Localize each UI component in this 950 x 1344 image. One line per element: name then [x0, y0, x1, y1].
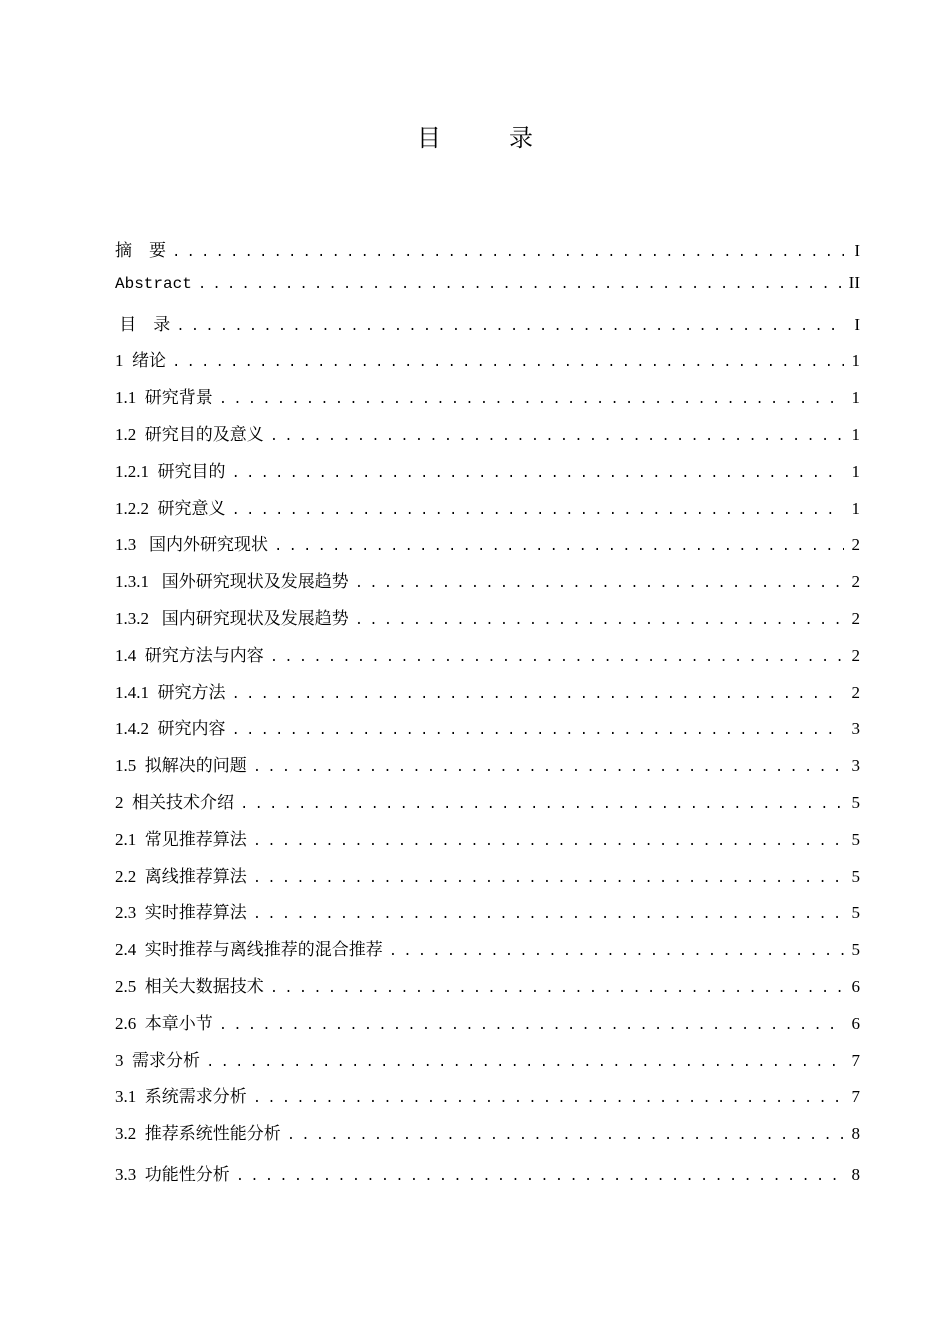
toc-dot-leader — [232, 723, 845, 739]
toc-entry-page-number: 2 — [851, 535, 860, 555]
toc-entry[interactable] — [115, 530, 860, 567]
toc-entry[interactable] — [115, 346, 860, 383]
toc-entry-page-number: 6 — [851, 1013, 860, 1033]
toc-entry-label: 1.3.2 国内研究现状及发展趋势 — [115, 608, 349, 628]
toc-dot-leader — [172, 245, 844, 261]
toc-entry[interactable] — [115, 935, 860, 972]
toc-entry-page-number: 8 — [851, 1164, 860, 1184]
table-of-contents — [115, 236, 860, 1197]
toc-entry[interactable] — [115, 825, 860, 862]
toc-entry-label: 2.5 相关大数据技术 — [115, 976, 264, 996]
toc-entry-page-number: 8 — [851, 1124, 860, 1144]
toc-entry-label: 1.5 拟解决的问题 — [115, 756, 247, 776]
toc-entry-label: 3.2 推荐系统性能分析 — [115, 1124, 281, 1144]
toc-entry[interactable] — [115, 236, 860, 273]
toc-dot-leader — [236, 1169, 844, 1185]
toc-entry-label: 1.2 研究目的及意义 — [115, 424, 264, 444]
toc-entry-page-number: 3 — [851, 719, 860, 739]
toc-dot-leader — [253, 834, 844, 850]
toc-entry[interactable] — [115, 604, 860, 641]
toc-entry-label: 3.3 功能性分析 — [115, 1164, 230, 1184]
toc-entry-label: 3 需求分析 — [115, 1050, 200, 1070]
toc-dot-leader — [253, 871, 844, 887]
toc-entry[interactable] — [115, 862, 860, 899]
toc-entry-label: 1 绪论 — [115, 351, 166, 371]
toc-entry[interactable] — [115, 457, 860, 494]
toc-entry-label: 2.3 实时推荐算法 — [115, 903, 247, 923]
toc-dot-leader — [253, 1091, 844, 1107]
toc-dot-leader — [232, 687, 845, 703]
toc-entry-page-number: 6 — [851, 976, 860, 996]
toc-entry-label: 2.2 离线推荐算法 — [115, 866, 247, 886]
toc-entry[interactable] — [115, 1082, 860, 1119]
toc-dot-leader — [219, 392, 844, 408]
toc-entry-label: 1.1 研究背景 — [115, 388, 213, 408]
toc-entry-label: 2 相关技术介绍 — [115, 792, 234, 812]
toc-entry-page-number: 1 — [851, 424, 860, 444]
toc-entry[interactable] — [115, 641, 860, 678]
toc-entry[interactable] — [115, 751, 860, 788]
toc-entry-page-number: 5 — [851, 792, 860, 812]
toc-entry-label: 1.4.2 研究内容 — [115, 719, 226, 739]
toc-entry-page-number: 1 — [851, 461, 860, 481]
toc-entry-label: 2.6 本章小节 — [115, 1013, 213, 1033]
toc-entry-page-number: 7 — [851, 1050, 860, 1070]
toc-dot-leader — [270, 650, 844, 666]
toc-entry[interactable] — [115, 1160, 860, 1197]
toc-entry-page-number: 7 — [851, 1087, 860, 1107]
toc-entry[interactable] — [115, 420, 860, 457]
toc-dot-leader — [270, 981, 844, 997]
toc-entry-label: 摘 要 — [115, 241, 166, 260]
toc-entry-page-number: 1 — [851, 388, 860, 408]
toc-entry-page-number: 5 — [851, 940, 860, 960]
toc-entry[interactable] — [115, 273, 860, 310]
page-title: 目 录 — [417, 124, 555, 152]
toc-entry-page-number: 2 — [851, 682, 860, 702]
toc-entry[interactable] — [115, 714, 860, 751]
toc-entry[interactable] — [115, 1119, 860, 1156]
toc-entry-page-number: I — [854, 314, 860, 334]
toc-dot-leader — [172, 355, 844, 371]
toc-entry-label: 1.4.1 研究方法 — [115, 682, 226, 702]
toc-dot-leader — [270, 429, 844, 445]
toc-entry[interactable] — [115, 494, 860, 531]
toc-entry-page-number: 5 — [851, 866, 860, 886]
toc-entry[interactable] — [115, 1009, 860, 1046]
toc-dot-leader — [253, 760, 844, 776]
toc-dot-leader — [240, 797, 844, 813]
toc-dot-leader — [232, 466, 845, 482]
toc-entry-page-number: 2 — [851, 572, 860, 592]
toc-entry[interactable] — [115, 310, 860, 347]
toc-entry[interactable] — [115, 678, 860, 715]
toc-dot-leader — [253, 907, 844, 923]
toc-entry-page-number: 1 — [851, 498, 860, 518]
toc-dot-leader — [206, 1055, 844, 1071]
toc-entry-page-number: II — [848, 272, 860, 292]
toc-entry-page-number: 1 — [851, 351, 860, 371]
toc-entry[interactable] — [115, 898, 860, 935]
toc-dot-leader — [355, 613, 844, 629]
toc-dot-leader — [287, 1128, 844, 1144]
toc-entry-label: Abstract — [115, 274, 192, 293]
toc-entry-label: 2.1 常见推荐算法 — [115, 829, 247, 849]
toc-entry-page-number: 5 — [851, 829, 860, 849]
toc-entry-page-number: I — [854, 241, 860, 260]
toc-entry[interactable] — [115, 383, 860, 420]
toc-entry-label: 1.3 国内外研究现状 — [115, 535, 268, 555]
toc-entry-label: 1.4 研究方法与内容 — [115, 645, 264, 665]
toc-entry-label: 目 录 — [115, 314, 171, 334]
toc-entry-label: 2.4 实时推荐与离线推荐的混合推荐 — [115, 940, 383, 960]
toc-entry-page-number: 2 — [851, 645, 860, 665]
toc-dot-leader — [355, 576, 844, 592]
toc-dot-leader — [232, 503, 845, 519]
toc-dot-leader — [198, 277, 843, 293]
toc-entry-page-number: 2 — [851, 608, 860, 628]
toc-entry-page-number: 3 — [851, 756, 860, 776]
toc-entry[interactable] — [115, 567, 860, 604]
toc-entry-page-number: 5 — [851, 903, 860, 923]
toc-dot-leader — [219, 1018, 844, 1034]
toc-entry-label: 1.2.1 研究目的 — [115, 461, 226, 481]
toc-dot-leader — [389, 944, 844, 960]
toc-entry-label: 1.3.1 国外研究现状及发展趋势 — [115, 572, 349, 592]
toc-entry[interactable] — [115, 972, 860, 1009]
toc-entry-label: 3.1 系统需求分析 — [115, 1087, 247, 1107]
toc-entry[interactable] — [115, 1046, 860, 1083]
toc-dot-leader — [274, 539, 844, 555]
toc-dot-leader — [176, 319, 844, 335]
toc-entry-label: 1.2.2 研究意义 — [115, 498, 226, 518]
toc-entry[interactable] — [115, 788, 860, 825]
